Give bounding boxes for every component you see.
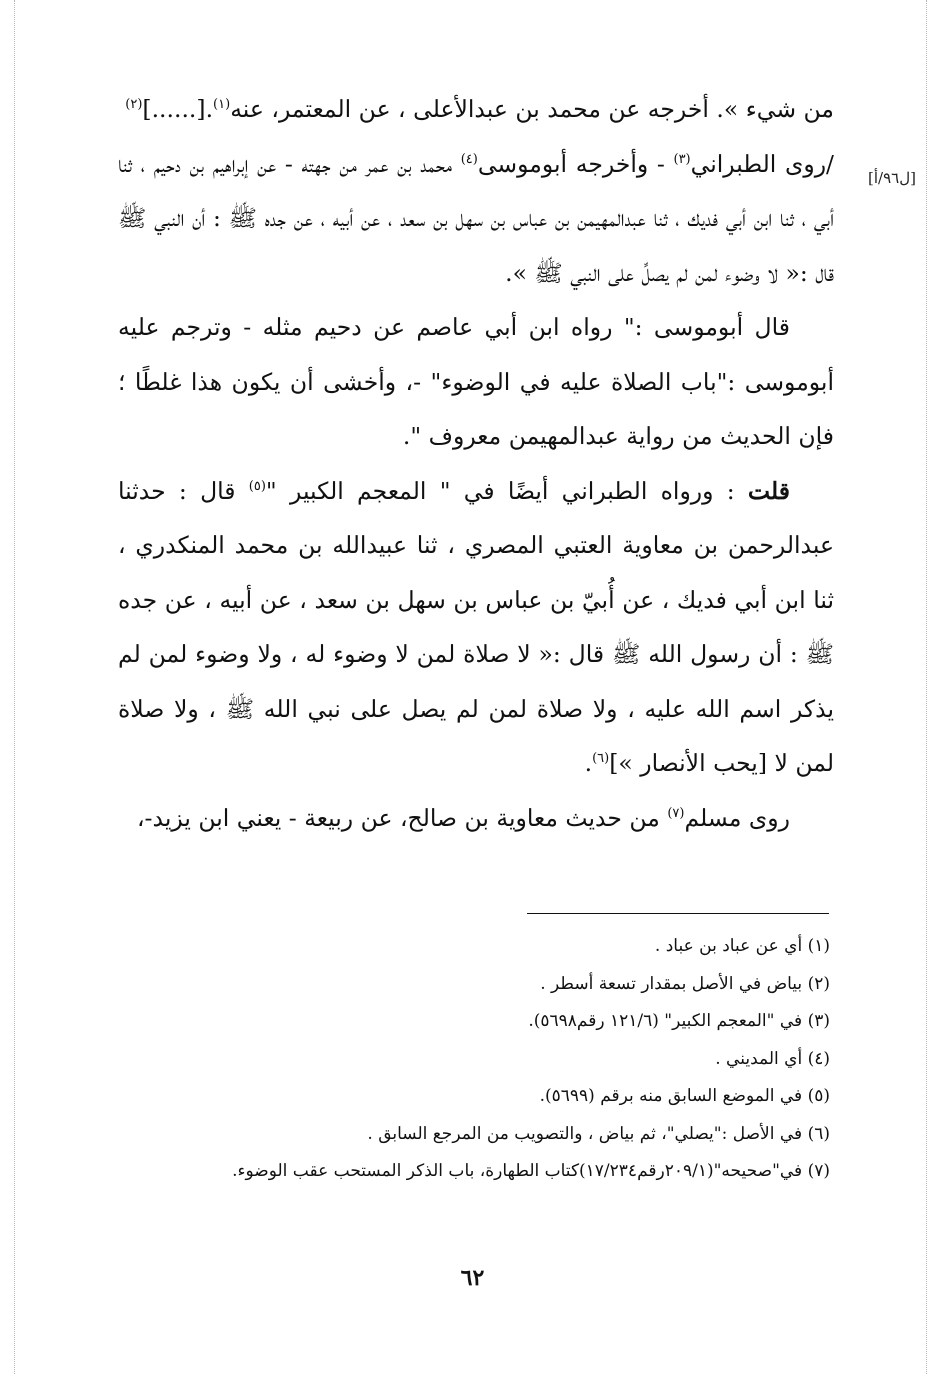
footnote-1: (١) أي عن عباد بن عباد .	[654, 936, 830, 956]
paragraph-2	[118, 137, 834, 301]
footnote-5: (٥) في الموضع السابق منه برقم (٥٦٩٩).	[539, 1086, 830, 1106]
footnote-separator	[527, 913, 829, 914]
footnote-4: (٤) أي المديني .	[715, 1048, 830, 1069]
p4-text-c: .	[584, 749, 593, 777]
footnote-7: (٧) في"صحيحه"(٢٠٩/١رقم١٧/٢٣٤)كتاب الطهارة، باب الذكر المستحب عقب الوضوء.	[232, 1161, 830, 1181]
paragraph-1	[118, 82, 834, 137]
footnote-2: (٢) بياض في الأصل بمقدار تسعة أسطر .	[540, 973, 830, 994]
scan-edge-right	[926, 0, 927, 1374]
footnote-ref-2: (٢)	[125, 97, 143, 112]
main-text	[118, 82, 834, 845]
paragraph-3: قال أبوموسى :" رواه ابن أبي عاصم عن دحيم مثله - وترجم عليه أبوموسى :"باب الصلاة عليه في الوضوء" -، وأخشى أن يكون هذا غلطًا ؛ فإن الحديث من رواية عبدالمهيمن معروف ".	[118, 313, 834, 450]
page-body	[118, 82, 834, 845]
paragraph-4	[118, 464, 834, 791]
footnote-ref-5: (٥)	[248, 478, 266, 494]
p1-text-b: .[......]	[142, 95, 214, 123]
footnote-ref-4: (٤)	[460, 151, 478, 167]
p5-text-b: من حديث معاوية بن صالح، عن ربيعة - يعني ابن يزيد-،	[136, 803, 668, 832]
footnote-ref-6: (٦)	[592, 751, 610, 766]
footnote-6: (٦) في الأصل :"يصلي"، ثم بياض ، والتصويب من المرجع السابق .	[367, 1123, 830, 1144]
paragraph-5	[118, 791, 834, 846]
p2-text-c: محمد بن عمر من جهته - عن إبراهيم بن دحيم ، ثنا أبي ، ثنا ابن أبي فديك ، ثنا عبدالمهيمن بن عباس بن سهل بن سعد ، عن أبيه ، عن جده ﷺ : أن النبي ﷺ قال :« لا وضوء لمن لم يصلِّ على النبي ﷺ ».	[118, 149, 834, 287]
manuscript-folio-marker: [ل٩٦/أ]	[868, 169, 916, 187]
page-number: ٦٢	[460, 1265, 485, 1291]
p1-text-a: من شيء ». أخرجه عن محمد بن عبدالأعلى ، عن المعتمر، عنه	[230, 95, 834, 123]
footnote-ref-7: (٧)	[667, 805, 685, 821]
p2-text-a: /روى الطبراني	[690, 149, 834, 178]
p5-text-a: روى مسلم	[684, 803, 790, 832]
footnote-ref-1: (١)	[213, 97, 231, 112]
scan-edge-left	[14, 0, 15, 1374]
p4-text-b: قال : حدثنا عبدالرحمن بن معاوية العتبي المصري ، ثنا عبيدالله بن محمد المنكدري ، ثنا ابن أبي فديك ، عن أُبيّ بن عباس بن سهل بن سعد ، عن أبيه ، عن جده ﷺ : أن رسول الله ﷺ قال :« لا صلاة لمن لا وضوء له ، ولا وضوء لمن لم يذكر اسم الله عليه ، ولا صلاة لمن لم يصل على نبي الله ﷺ ، ولا صلاة لمن لا [يحب الأنصار »]	[118, 476, 834, 777]
footnote-ref-3: (٣)	[673, 151, 691, 167]
footnotes	[118, 928, 830, 1191]
p2-text-b: - وأخرجه أبوموسى	[477, 149, 674, 178]
p4-text-a: : ورواه الطبراني أيضًا في " المعجم الكبير "	[265, 476, 748, 505]
footnote-3: (٣) في "المعجم الكبير" (١٢١/٦ رقم٥٦٩٨).	[528, 1011, 830, 1031]
qultu-keyword: قلت	[747, 476, 790, 505]
